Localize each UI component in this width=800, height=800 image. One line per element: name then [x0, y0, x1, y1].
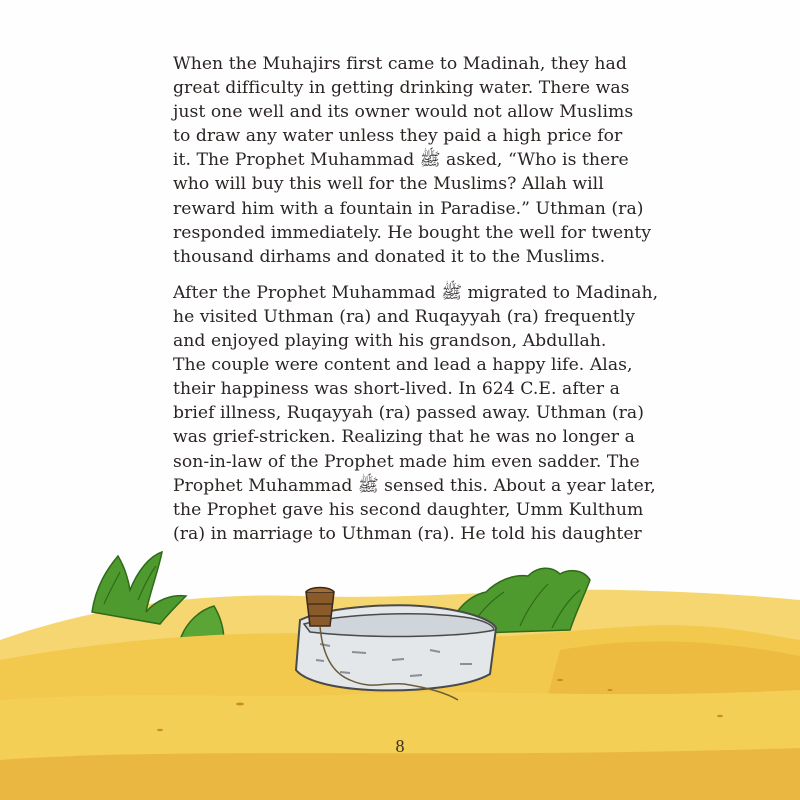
desert-well-illustration: [0, 540, 800, 800]
story-text: [173, 52, 659, 546]
text-line: the Prophet gave his second daughter, Umm Kulthum: [173, 499, 644, 520]
text-line: to draw any water unless they paid a high price for: [173, 126, 623, 147]
text-line: son-in-law of the Prophet made him even sadder. The: [173, 451, 640, 472]
text-line: After the Prophet Muhammad ﷺ migrated to Madinah,: [173, 282, 659, 303]
page-number: 8: [395, 736, 405, 756]
text-line: thousand dirhams and donated it to the Muslims.: [173, 246, 606, 267]
text-line: he visited Uthman (ra) and Ruqayyah (ra) frequently: [173, 306, 635, 327]
text-line: and enjoyed playing with his grandson, Abdullah.: [173, 331, 607, 352]
text-line: (ra) in marriage to Uthman (ra). He told his daughter: [173, 523, 642, 544]
text-line: was grief-stricken. Realizing that he was no longer a: [173, 427, 635, 448]
text-line: great difficulty in getting drinking water. There was: [173, 78, 630, 99]
text-line: brief illness, Ruqayyah (ra) passed away. Uthman (ra): [173, 403, 644, 424]
paragraph-1: [173, 52, 652, 269]
text-line: responded immediately. He bought the well for twenty: [173, 222, 652, 243]
text-line: just one well and its owner would not allow Muslims: [173, 102, 634, 123]
text-line: their happiness was short-lived. In 624 C.E. after a: [173, 379, 620, 400]
text-line: who will buy this well for the Muslims? Allah will: [173, 174, 604, 195]
text-line: Prophet Muhammad ﷺ sensed this. About a year later,: [173, 475, 656, 496]
paragraph-2: [173, 281, 659, 546]
text-line: it. The Prophet Muhammad ﷺ asked, “Who is there: [173, 150, 629, 171]
text-line: reward him with a fountain in Paradise.” Uthman (ra): [173, 198, 644, 219]
text-line: When the Muhajirs first came to Madinah, they had: [173, 54, 627, 74]
text-line: The couple were content and lead a happy life. Alas,: [173, 355, 633, 376]
